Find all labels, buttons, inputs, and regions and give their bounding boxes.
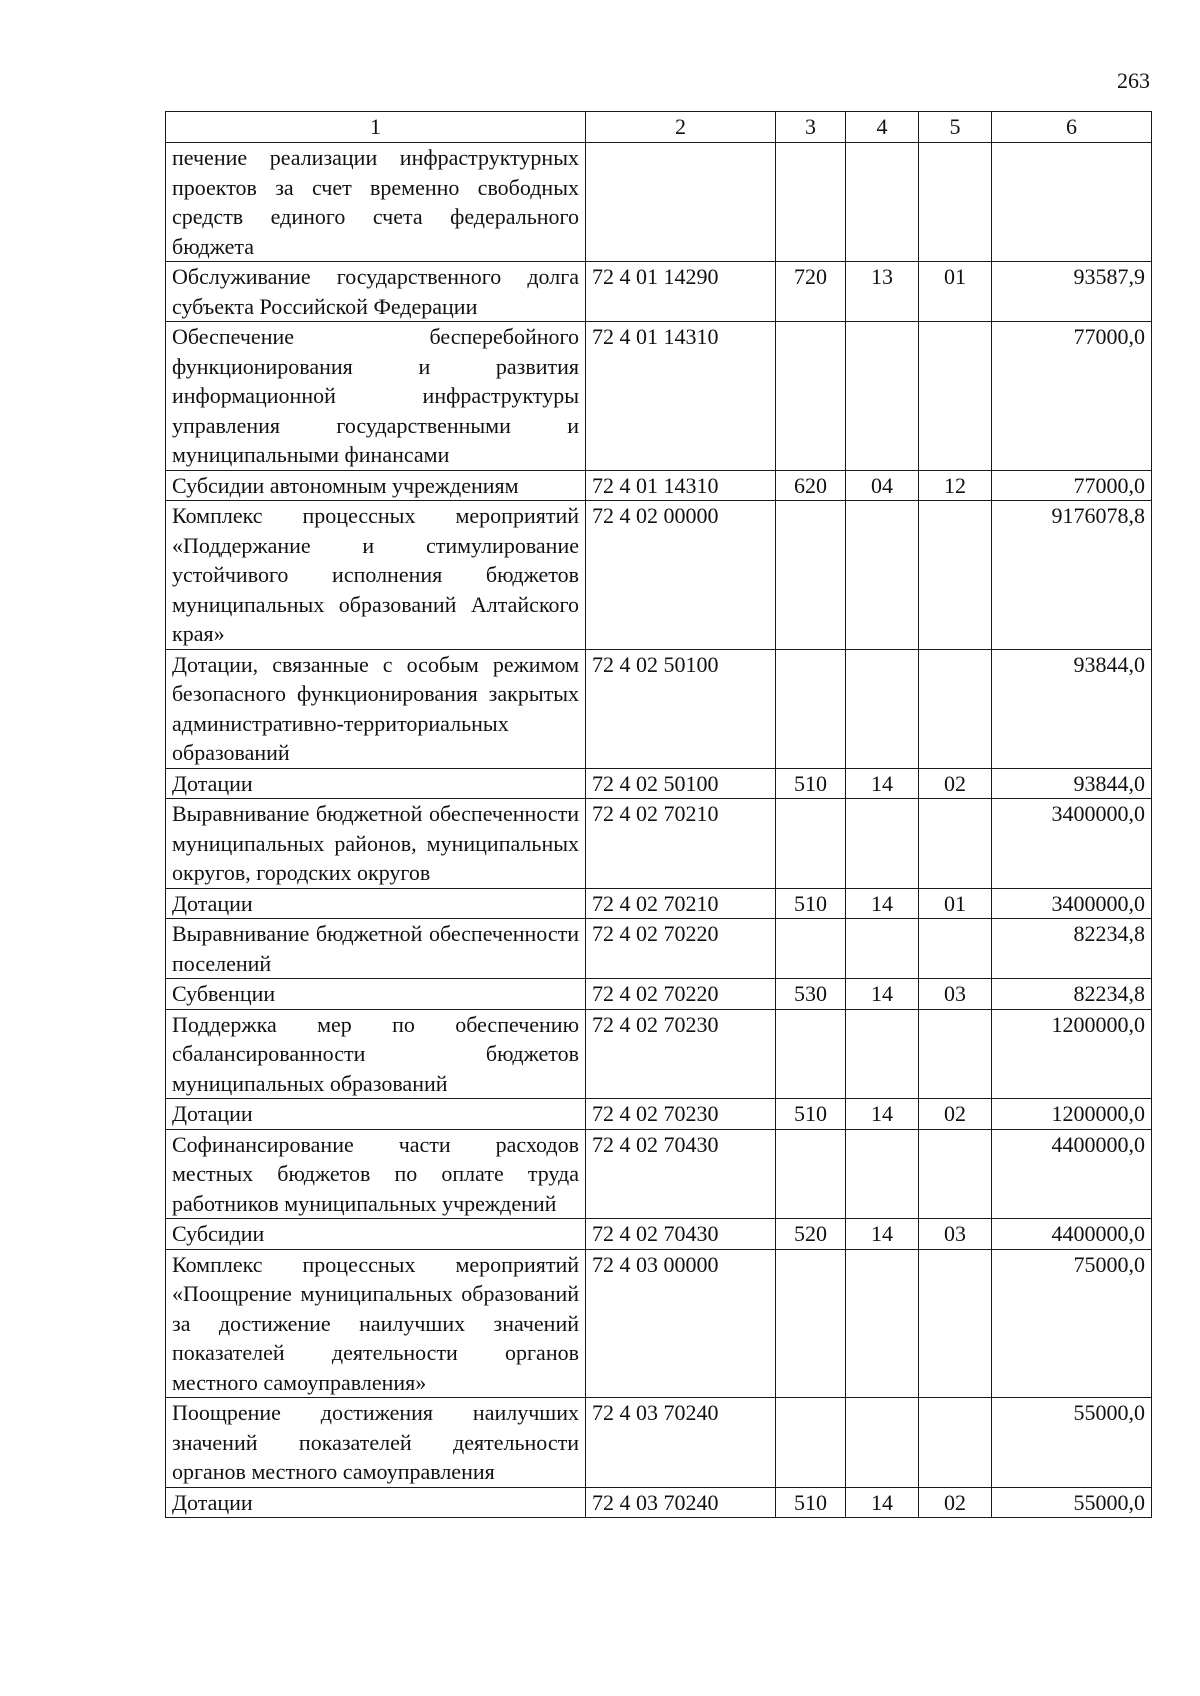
target-code-cell: 72 4 02 70220 [586,979,776,1010]
table-row [166,649,1152,768]
header-row [166,112,1152,143]
expense-name-cell: Комплекс процессных мероприятий «Поощрение муниципальных образований за достижение наилучших значений показателей деятельности органов местного самоуправления» [166,1249,586,1398]
table-header [166,112,1152,143]
expense-name-cell: Выравнивание бюджетной обеспеченности поселений [166,919,586,979]
target-code-cell: 72 4 01 14310 [586,470,776,501]
table-row [166,1219,1152,1250]
table-row [166,1129,1152,1219]
expense-type-cell [776,1398,846,1488]
expense-type-cell [776,649,846,768]
expense-name-cell: Комплекс процессных мероприятий «Поддержание и стимулирование устойчивого исполнения бюджетов муниципальных образований Алтайского края» [166,501,586,650]
header-col-1: 1 [166,112,586,143]
subsection-cell [919,1009,992,1099]
section-cell: 14 [846,1487,919,1518]
section-cell: 14 [846,979,919,1010]
target-code-cell: 72 4 02 70430 [586,1129,776,1219]
expense-name-cell: Дотации [166,1099,586,1130]
target-code-cell: 72 4 02 50100 [586,649,776,768]
subsection-cell [919,1129,992,1219]
section-cell [846,799,919,889]
subsection-cell: 02 [919,1487,992,1518]
expense-name-cell: Субвенции [166,979,586,1010]
amount-cell: 3400000,0 [992,799,1152,889]
expense-name-cell: Обслуживание государственного долга субъекта Российской Федерации [166,262,586,322]
target-code-cell [586,143,776,262]
subsection-cell: 03 [919,1219,992,1250]
amount-cell: 3400000,0 [992,888,1152,919]
expense-type-cell [776,322,846,471]
expense-type-cell: 720 [776,262,846,322]
subsection-cell [919,919,992,979]
target-code-cell: 72 4 03 70240 [586,1487,776,1518]
table-row [166,1249,1152,1398]
section-cell [846,649,919,768]
expense-type-cell [776,143,846,262]
amount-cell: 82234,8 [992,919,1152,979]
section-cell: 13 [846,262,919,322]
amount-cell: 77000,0 [992,470,1152,501]
expense-type-cell: 520 [776,1219,846,1250]
subsection-cell: 03 [919,979,992,1010]
subsection-cell [919,501,992,650]
section-cell: 14 [846,1099,919,1130]
target-code-cell: 72 4 02 50100 [586,768,776,799]
subsection-cell [919,1398,992,1488]
expense-type-cell: 510 [776,1099,846,1130]
expense-name-cell: печение реализации инфраструктурных проектов за счет временно свободных средств единого счета федерального бюджета [166,143,586,262]
target-code-cell: 72 4 01 14290 [586,262,776,322]
page-number: 263 [1117,68,1150,93]
expense-name-cell: Дотации [166,768,586,799]
amount-cell: 93587,9 [992,262,1152,322]
expense-name-cell: Дотации [166,1487,586,1518]
table-row [166,1487,1152,1518]
header-col-6: 6 [992,112,1152,143]
amount-cell: 4400000,0 [992,1129,1152,1219]
header-col-4: 4 [846,112,919,143]
expense-name-cell: Дотации [166,888,586,919]
subsection-cell [919,649,992,768]
target-code-cell: 72 4 02 70230 [586,1099,776,1130]
target-code-cell: 72 4 03 00000 [586,1249,776,1398]
budget-table [165,111,1152,1518]
section-cell [846,322,919,471]
subsection-cell [919,143,992,262]
section-cell [846,919,919,979]
table-row [166,979,1152,1010]
target-code-cell: 72 4 03 70240 [586,1398,776,1488]
subsection-cell [919,322,992,471]
section-cell: 14 [846,888,919,919]
subsection-cell: 12 [919,470,992,501]
amount-cell: 4400000,0 [992,1219,1152,1250]
table-row [166,768,1152,799]
section-cell [846,1398,919,1488]
expense-name-cell: Субсидии [166,1219,586,1250]
target-code-cell: 72 4 02 70210 [586,799,776,889]
section-cell: 14 [846,768,919,799]
amount-cell: 55000,0 [992,1487,1152,1518]
expense-type-cell: 510 [776,1487,846,1518]
expense-type-cell [776,919,846,979]
subsection-cell: 01 [919,262,992,322]
table-body [166,143,1152,1518]
section-cell [846,1009,919,1099]
amount-cell: 93844,0 [992,649,1152,768]
table-row [166,799,1152,889]
section-cell: 14 [846,1219,919,1250]
header-col-2: 2 [586,112,776,143]
subsection-cell: 02 [919,768,992,799]
subsection-cell: 02 [919,1099,992,1130]
table-row [166,501,1152,650]
expense-type-cell: 510 [776,768,846,799]
amount-cell: 77000,0 [992,322,1152,471]
subsection-cell: 01 [919,888,992,919]
expense-name-cell: Софинансирование части расходов местных бюджетов по оплате труда работников муниципальных учреждений [166,1129,586,1219]
table-row [166,1099,1152,1130]
table-row [166,470,1152,501]
expense-type-cell [776,1129,846,1219]
target-code-cell: 72 4 02 70230 [586,1009,776,1099]
section-cell [846,501,919,650]
expense-type-cell [776,1009,846,1099]
expense-type-cell: 530 [776,979,846,1010]
header-col-3: 3 [776,112,846,143]
table-row [166,1009,1152,1099]
expense-name-cell: Поддержка мер по обеспечению сбалансированности бюджетов муниципальных образований [166,1009,586,1099]
table-row [166,1398,1152,1488]
amount-cell: 93844,0 [992,768,1152,799]
section-cell [846,143,919,262]
target-code-cell: 72 4 02 00000 [586,501,776,650]
expense-type-cell: 620 [776,470,846,501]
expense-type-cell [776,501,846,650]
table-row [166,262,1152,322]
section-cell [846,1249,919,1398]
section-cell [846,1129,919,1219]
subsection-cell [919,799,992,889]
expense-name-cell: Поощрение достижения наилучших значений показателей деятельности органов местного самоуправления [166,1398,586,1488]
expense-type-cell: 510 [776,888,846,919]
expense-name-cell: Выравнивание бюджетной обеспеченности муниципальных районов, муниципальных округов, городских округов [166,799,586,889]
target-code-cell: 72 4 02 70220 [586,919,776,979]
amount-cell: 82234,8 [992,979,1152,1010]
target-code-cell: 72 4 01 14310 [586,322,776,471]
amount-cell: 1200000,0 [992,1009,1152,1099]
target-code-cell: 72 4 02 70430 [586,1219,776,1250]
amount-cell: 75000,0 [992,1249,1152,1398]
table-row [166,919,1152,979]
amount-cell: 9176078,8 [992,501,1152,650]
table-row [166,888,1152,919]
subsection-cell [919,1249,992,1398]
amount-cell [992,143,1152,262]
section-cell: 04 [846,470,919,501]
amount-cell: 55000,0 [992,1398,1152,1488]
expense-name-cell: Дотации, связанные с особым режимом безопасного функционирования закрытых административно-территориальных образований [166,649,586,768]
target-code-cell: 72 4 02 70210 [586,888,776,919]
table-row [166,322,1152,471]
expense-type-cell [776,1249,846,1398]
expense-type-cell [776,799,846,889]
amount-cell: 1200000,0 [992,1099,1152,1130]
expense-name-cell: Обеспечение бесперебойного функционирования и развития информационной инфраструктуры управления государственными и муниципальными финансами [166,322,586,471]
header-col-5: 5 [919,112,992,143]
table-row [166,143,1152,262]
expense-name-cell: Субсидии автономным учреждениям [166,470,586,501]
